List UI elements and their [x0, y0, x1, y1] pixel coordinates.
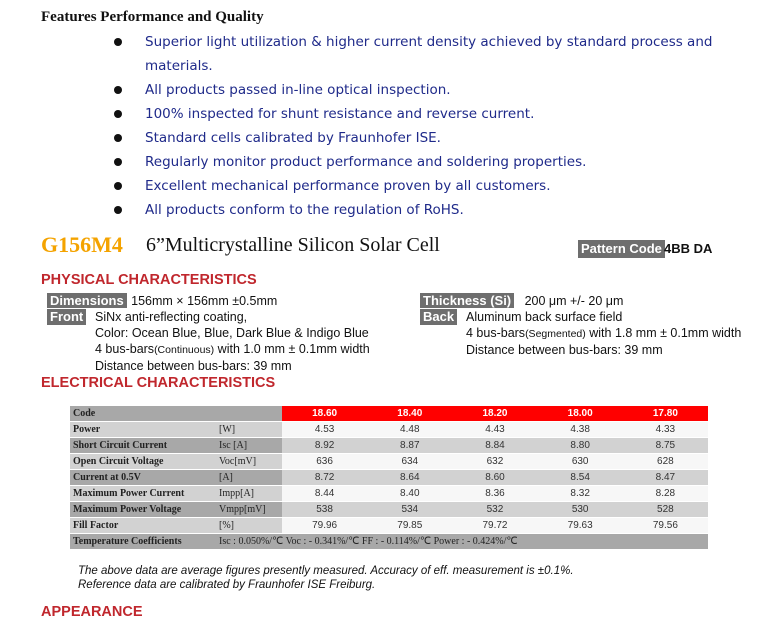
code-cell: 18.20: [452, 406, 537, 422]
code-cell: 18.00: [538, 406, 623, 422]
dimensions-row: [47, 292, 277, 310]
features-heading: Features Performance and Quality: [41, 9, 264, 25]
bullet-icon: [114, 86, 122, 94]
physical-characteristics-title: PHYSICAL CHARACTERISTICS: [41, 272, 257, 288]
temperature-coefficients-row: Temperature Coefficients Isc : 0.050%/℃ Voc : - 0.341%/℃ FF : - 0.114%/℃ Power : - 0.424%/℃: [70, 534, 708, 550]
feature-item: Standard cells calibrated by Fraunhofer ISE.: [110, 126, 730, 150]
feature-list: [110, 30, 730, 222]
table-row: Maximum Power Voltage Vmpp[mV] 538 534 532 530 528: [70, 502, 708, 518]
table-row: Short Circuit Current Isc [A] 8.92 8.87 8.84 8.80 8.75: [70, 438, 708, 454]
dimensions-value: 156mm × 156mm ±0.5mm: [131, 294, 278, 308]
calibration-note: Reference data are calibrated by Fraunhofer ISE Freiburg.: [78, 579, 376, 591]
bullet-icon: [114, 158, 122, 166]
bullet-icon: [114, 182, 122, 190]
feature-item: Regularly monitor product performance and soldering properties.: [110, 150, 730, 174]
feature-item: All products conform to the regulation of RoHS.: [110, 198, 730, 222]
feature-item: Superior light utilization & higher current density achieved by standard process and: [110, 30, 730, 54]
thickness-row: [420, 292, 623, 310]
bullet-icon: [114, 206, 122, 214]
table-row: Maximum Power Current Impp[A] 8.44 8.40 8.36 8.32 8.28: [70, 486, 708, 502]
table-row: Current at 0.5V [A] 8.72 8.64 8.60 8.54 8.47: [70, 470, 708, 486]
feature-item: Excellent mechanical performance proven by all customers.: [110, 174, 730, 198]
product-description: 6”Multicrystalline Silicon Solar Cell: [146, 234, 440, 256]
table-row: Open Circuit Voltage Voc[mV] 636 634 632 630 628: [70, 454, 708, 470]
bullet-icon: [114, 38, 122, 46]
code-cell: 18.40: [367, 406, 452, 422]
back-details: Aluminum back surface field 4 bus-bars(Segmented) with 1.8 mm ± 0.1mm width Distance between bus-bars: 39 mm: [466, 310, 742, 357]
table-row: Power [W] 4.53 4.48 4.43 4.38 4.33: [70, 422, 708, 438]
dimensions-label: Dimensions: [47, 293, 127, 308]
code-cell: 18.60: [282, 406, 367, 422]
feature-item-continued: materials.: [145, 58, 213, 74]
table-header-row: [70, 406, 708, 422]
code-cell: 17.80: [623, 406, 708, 422]
bullet-icon: [114, 134, 122, 142]
pattern-code-label: Pattern Code: [578, 240, 665, 258]
code-label: Code: [70, 406, 216, 422]
electrical-characteristics-title: ELECTRICAL CHARACTERISTICS: [41, 375, 276, 391]
thickness-label: Thickness (Si): [420, 293, 514, 308]
product-model: G156M4: [41, 232, 123, 257]
front-label: Front: [47, 309, 86, 325]
table-row: Fill Factor [%] 79.96 79.85 79.72 79.63 79.56: [70, 518, 708, 534]
back-label: Back: [420, 309, 457, 325]
feature-item: All products passed in-line optical inspection.: [110, 78, 730, 102]
thickness-value: 200 μm +/- 20 μm: [524, 294, 624, 308]
bullet-icon: [114, 110, 122, 118]
appearance-title: APPEARANCE: [41, 604, 143, 620]
measurement-note: The above data are average figures presently measured. Accuracy of eff. measurement is ±0.1%.: [78, 565, 574, 577]
feature-item: 100% inspected for shunt resistance and reverse current.: [110, 102, 730, 126]
pattern-code-value: 4BB DA: [664, 241, 713, 256]
front-details: SiNx anti-reflecting coating, Color: Ocean Blue, Blue, Dark Blue & Indigo Blue 4 bus-bars(Continuous) with 1.0 mm ± 0.1mm width Distance between bus-bars: 39 mm: [95, 310, 370, 373]
electrical-table: [70, 406, 708, 550]
